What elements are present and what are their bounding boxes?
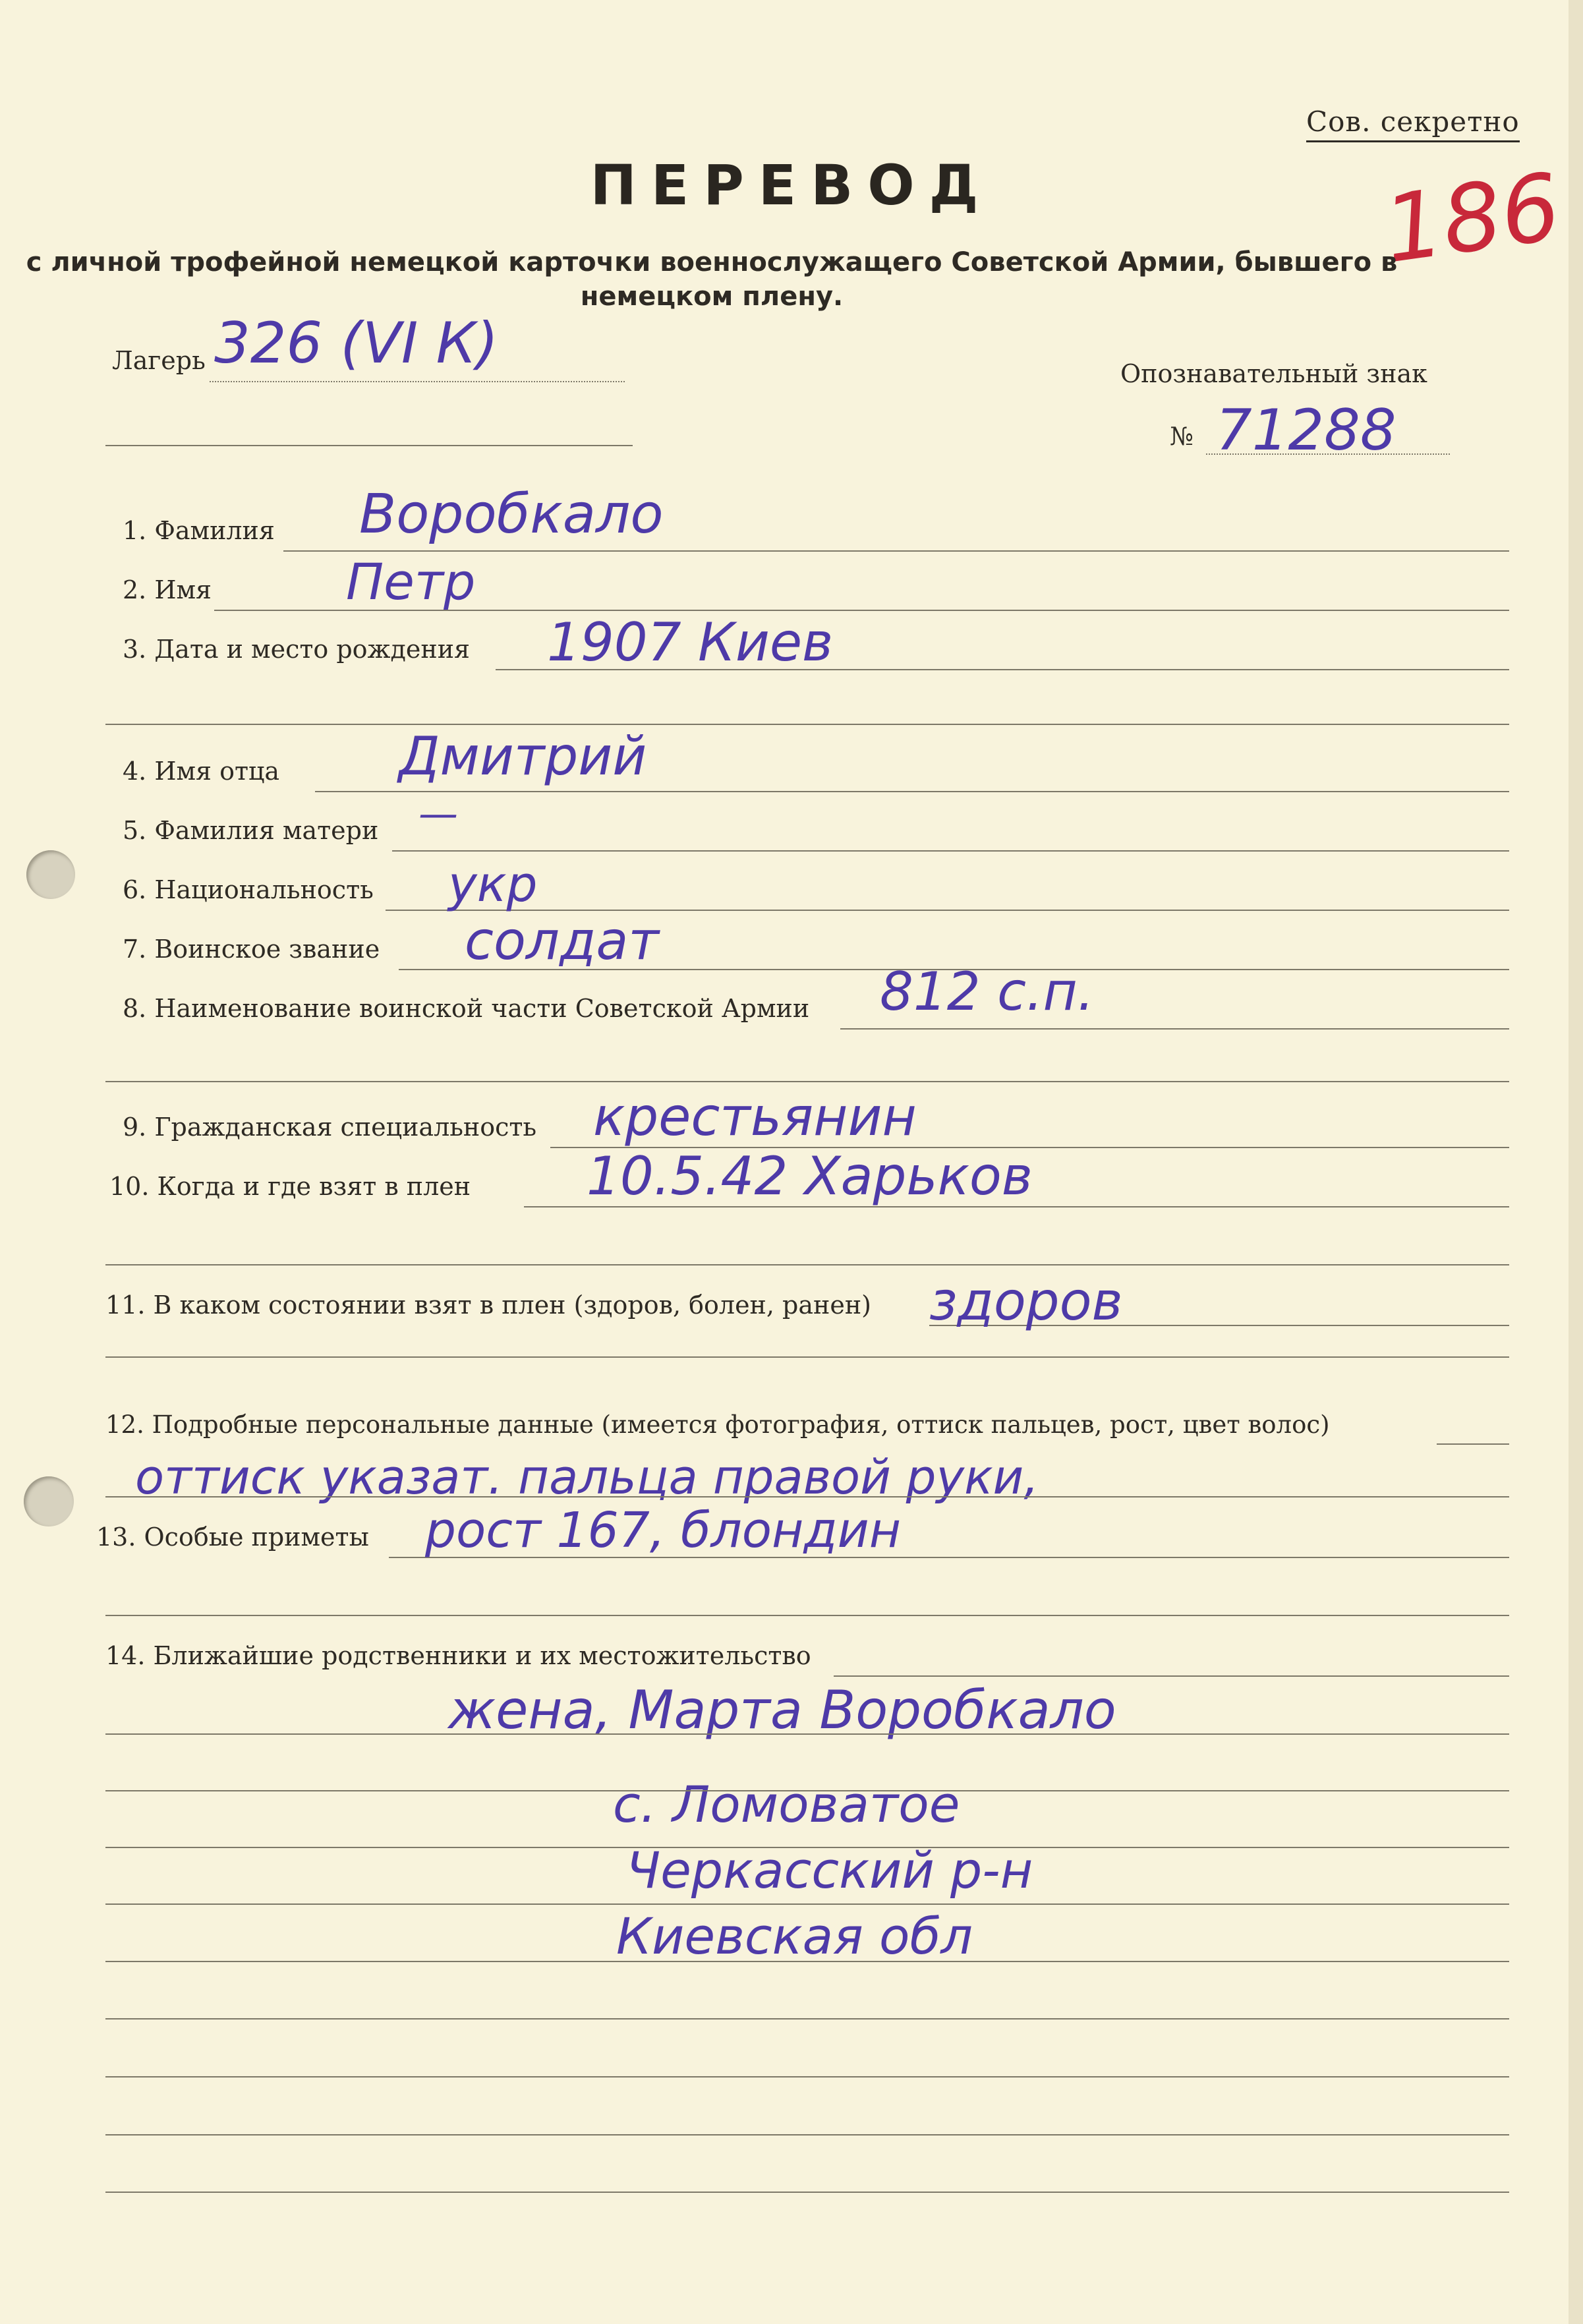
document-number: 186 (1377, 153, 1567, 285)
field-name-label: 2. Имя (123, 575, 212, 604)
field-mother-label: 5. Фамилия матери (123, 816, 379, 845)
field-capture-rule-2 (105, 1264, 1509, 1265)
relatives-line: с. Ломоватое (613, 1775, 960, 1834)
relatives-line: Черкасский р-н (626, 1841, 1033, 1900)
relatives-rule (105, 1903, 1509, 1905)
field-civil-specialty-label: 9. Гражданская специальность (123, 1113, 537, 1142)
page-edge (1569, 0, 1583, 2324)
relatives-line: Киевская обл (616, 1907, 973, 1965)
field-father-rule (315, 791, 1509, 792)
classification-stamp: Сов. секретно (1306, 105, 1520, 142)
relatives-rule (105, 1790, 1509, 1791)
field-marks-value: рост 167, блондин (425, 1502, 902, 1559)
field-unit-label: 8. Наименование воинской части Советской Армии (123, 994, 810, 1023)
field-name-value: Петр (346, 552, 476, 611)
field-condition-label: 11. В каком состоянии взят в плен (здоров, болен, ранен) (105, 1291, 871, 1320)
field-father-label: 4. Имя отца (123, 757, 280, 786)
field-surname-label: 1. Фамилия (123, 516, 275, 545)
blank-rule (105, 2134, 1509, 2135)
field-unit-value: 812 с.п. (880, 961, 1095, 1022)
id-tag-value: 71288 (1216, 397, 1396, 463)
punch-hole-top (26, 850, 75, 899)
id-tag-number-prefix: № (1170, 422, 1194, 451)
field-birth-label: 3. Дата и место рождения (123, 635, 471, 664)
relatives-rule (105, 1733, 1509, 1735)
field-surname-rule (283, 550, 1509, 552)
field-personal-data-rule (1437, 1443, 1509, 1445)
field-surname-value: Воробкало (359, 483, 664, 546)
field-marks-rule-2 (105, 1615, 1509, 1616)
field-mother-value: — (418, 791, 458, 837)
field-condition-value: здоров (929, 1271, 1123, 1332)
camp-rule (210, 381, 625, 382)
field-condition-rule-2 (105, 1356, 1509, 1358)
field-relatives-rule (834, 1675, 1509, 1677)
field-personal-data-value: оттиск указат. пальца правой руки, (135, 1449, 1039, 1505)
camp-rule-2 (105, 445, 633, 446)
field-marks-label: 13. Особые приметы (96, 1523, 369, 1552)
camp-value: 326 (VI К) (214, 310, 499, 376)
blank-rule (105, 2192, 1509, 2193)
field-father-value: Дмитрий (399, 726, 647, 787)
blank-rule (105, 2018, 1509, 2019)
camp-label: Лагерь (112, 346, 206, 375)
blank-rule (105, 1961, 1509, 1962)
relatives-rule (105, 1847, 1509, 1848)
field-unit-rule-2 (105, 1081, 1509, 1082)
field-capture-label: 10. Когда и где взят в плен (109, 1172, 471, 1201)
field-personal-data-rule-2 (105, 1496, 1509, 1497)
field-birth-rule-2 (105, 724, 1509, 725)
field-nationality-value: укр (448, 856, 538, 913)
field-rank-label: 7. Воинское звание (123, 935, 380, 964)
field-relatives-label: 14. Ближайшие родственники и их местожительство (105, 1641, 811, 1670)
field-personal-data-label: 12. Подробные персональные данные (имеется фотография, оттиск пальцев, рост, цвет волос) (105, 1410, 1330, 1439)
field-capture-value: 10.5.42 Харьков (587, 1146, 1033, 1207)
document-title: ПЕРЕВОД (590, 153, 993, 218)
document-subtitle: с личной трофейной немецкой карточки военнослужащего Советской Армии, бывшего в немецком плену. (26, 247, 1398, 312)
field-civil-specialty-value: крестьянин (593, 1086, 917, 1147)
field-rank-value: солдат (465, 910, 659, 972)
id-tag-label: Опознавательный знак (1120, 359, 1427, 388)
blank-rule (105, 2076, 1509, 2077)
field-birth-value: 1907 Киев (547, 612, 834, 673)
field-nationality-label: 6. Национальность (123, 875, 374, 904)
field-unit-rule (840, 1028, 1509, 1030)
punch-hole-bottom (24, 1476, 74, 1526)
field-mother-rule (392, 850, 1509, 852)
relatives-line: жена, Марта Воробкало (448, 1679, 1116, 1741)
